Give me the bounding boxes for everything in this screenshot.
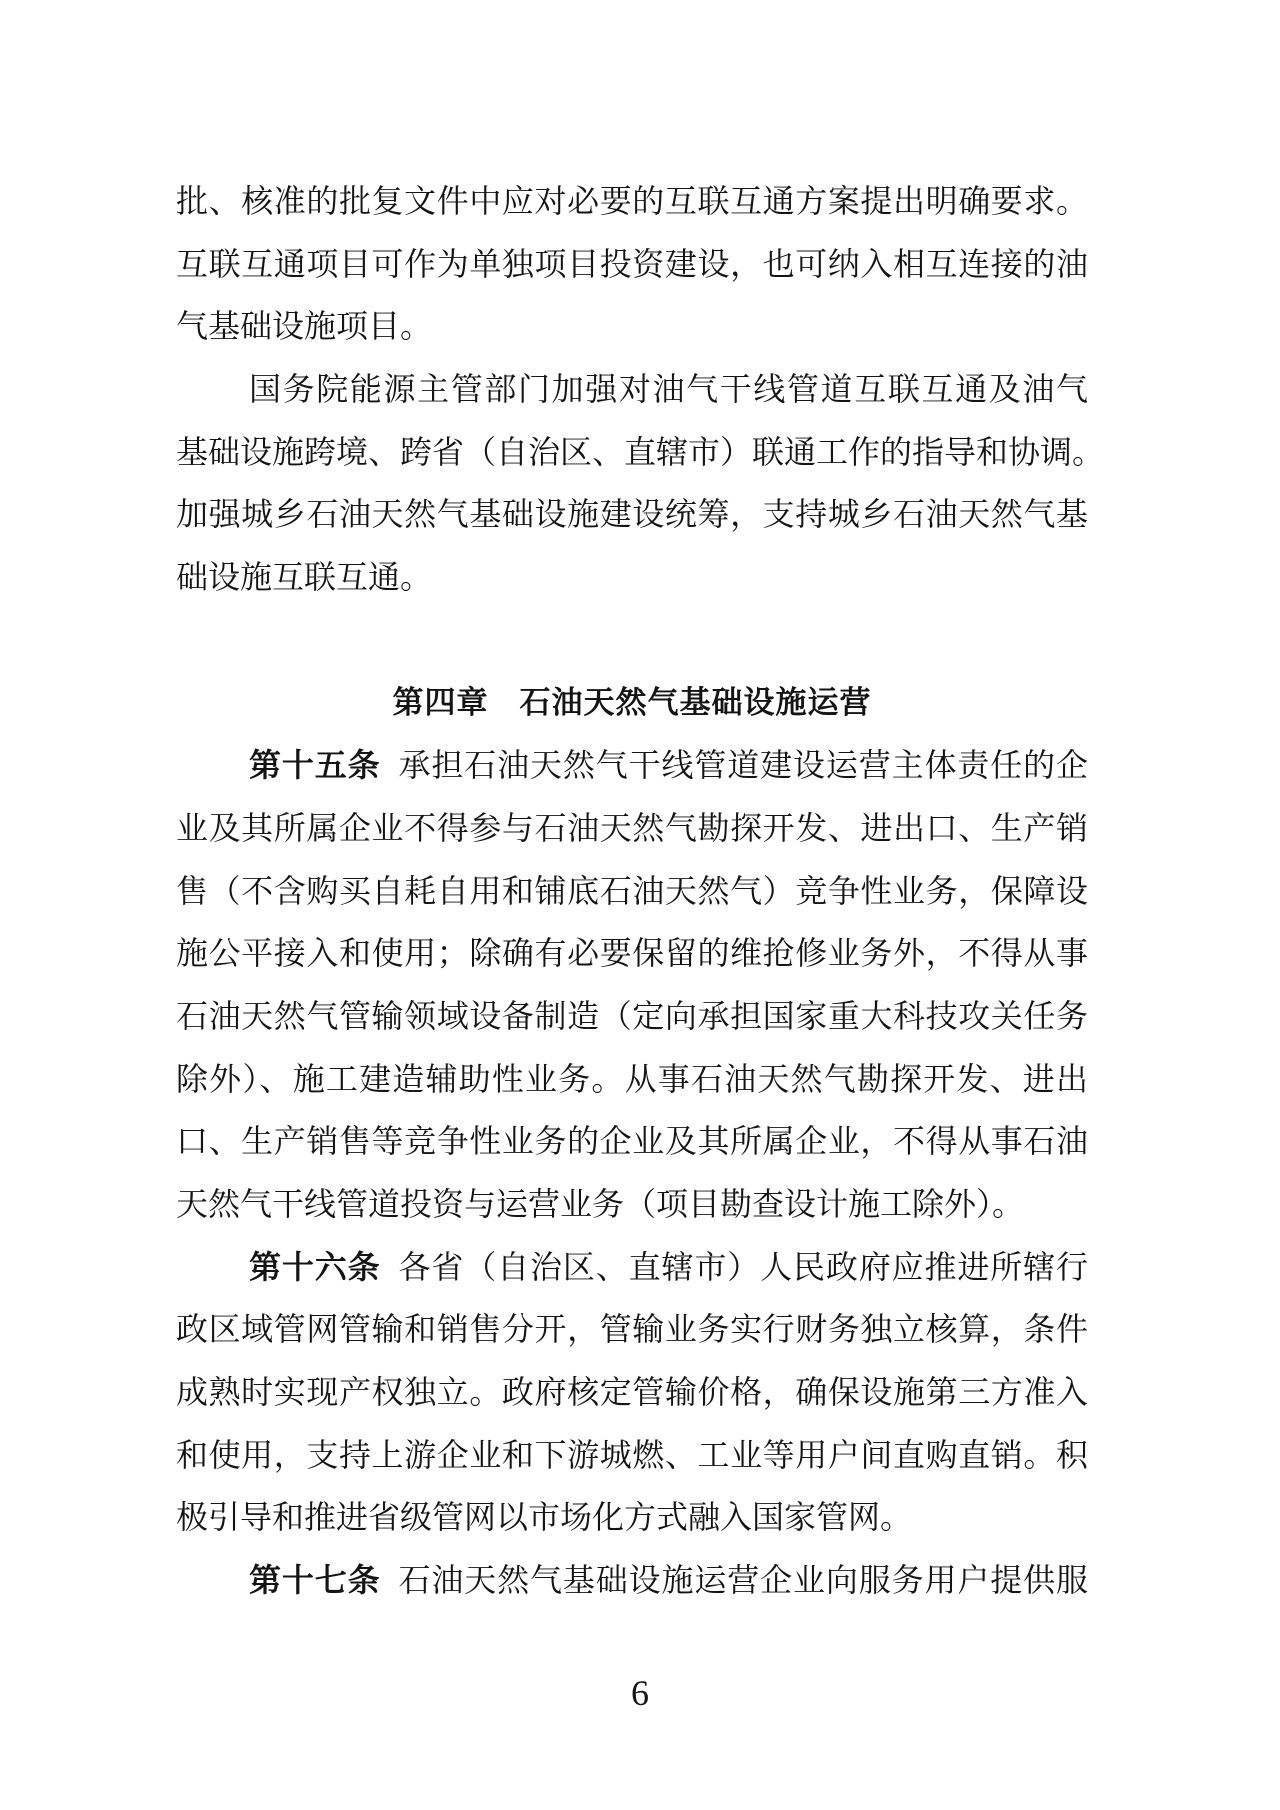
page-number: 6 [631,1673,649,1713]
article-15-label: 第十五条 [249,747,381,784]
text-line: 础设施互联互通。 [176,559,433,596]
text-line: 加强城乡石油天然气基础设施建设统筹，支持城乡石油天然气基 [176,496,1088,533]
text-line: 极引导和推进省级管网以市场化方式融入国家管网。 [176,1499,913,1536]
text-line: 施公平接入和使用；除确有必要保留的维抢修业务外，不得从事 [176,935,1088,972]
text-line: 成熟时实现产权独立。政府核定管输价格，确保设施第三方准入 [176,1374,1088,1411]
article-17-text: 石油天然气基础设施运营企业向服务用户提供服 [398,1562,1088,1599]
text-line: 国务院能源主管部门加强对油气干线管道互联互通及油气 [249,371,1088,408]
text-line: 政区域管网管输和销售分开，管输业务实行财务独立核算，条件 [176,1311,1088,1348]
text-line: 气基础设施项目。 [176,308,433,345]
text-line: 和使用，支持上游企业和下游城燃、工业等用户间直购直销。积 [176,1436,1088,1473]
article-17-first-line [176,1549,1088,1612]
chapter-title: 石油天然气基础设施运营 [519,684,872,720]
text-line: 批、核准的批复文件中应对必要的互联互通方案提出明确要求。 [176,183,1088,219]
text-line: 除外）、施工建造辅助性业务。从事石油天然气勘探开发、进出 [176,1060,1088,1097]
text-line: 业及其所属企业不得参与石油天然气勘探开发、进出口、生产销 [176,809,1088,846]
article-15-text: 承担石油天然气干线管道建设运营主体责任的企 [398,747,1088,784]
article-16-text: 各省（自治区、直辖市）人民政府应推进所辖行 [398,1248,1088,1285]
text-line: 石油天然气管输领域设备制造（定向承担国家重大科技攻关任务 [176,997,1088,1034]
text-line: 互联互通项目可作为单独项目投资建设，也可纳入相互连接的油 [176,245,1088,282]
article-17-label: 第十七条 [249,1562,381,1599]
article-16-label: 第十六条 [249,1248,381,1285]
text-line: 基础设施跨境、跨省（自治区、直辖市）联通工作的指导和协调。 [176,433,1105,470]
article-15-first-line [176,734,1088,797]
text-line: 口、生产销售等竞争性业务的企业及其所属企业，不得从事石油 [176,1123,1088,1160]
chapter-number: 第四章 [392,684,489,720]
text-line: 天然气干线管道投资与运营业务（项目勘查设计施工除外）。 [176,1186,1025,1222]
chapter-heading [176,672,1088,735]
text-column [176,170,1105,1612]
text-line: 售（不含购买自耗自用和铺底石油天然气）竞争性业务，保障设 [176,872,1088,909]
article-16-first-line [176,1236,1088,1299]
